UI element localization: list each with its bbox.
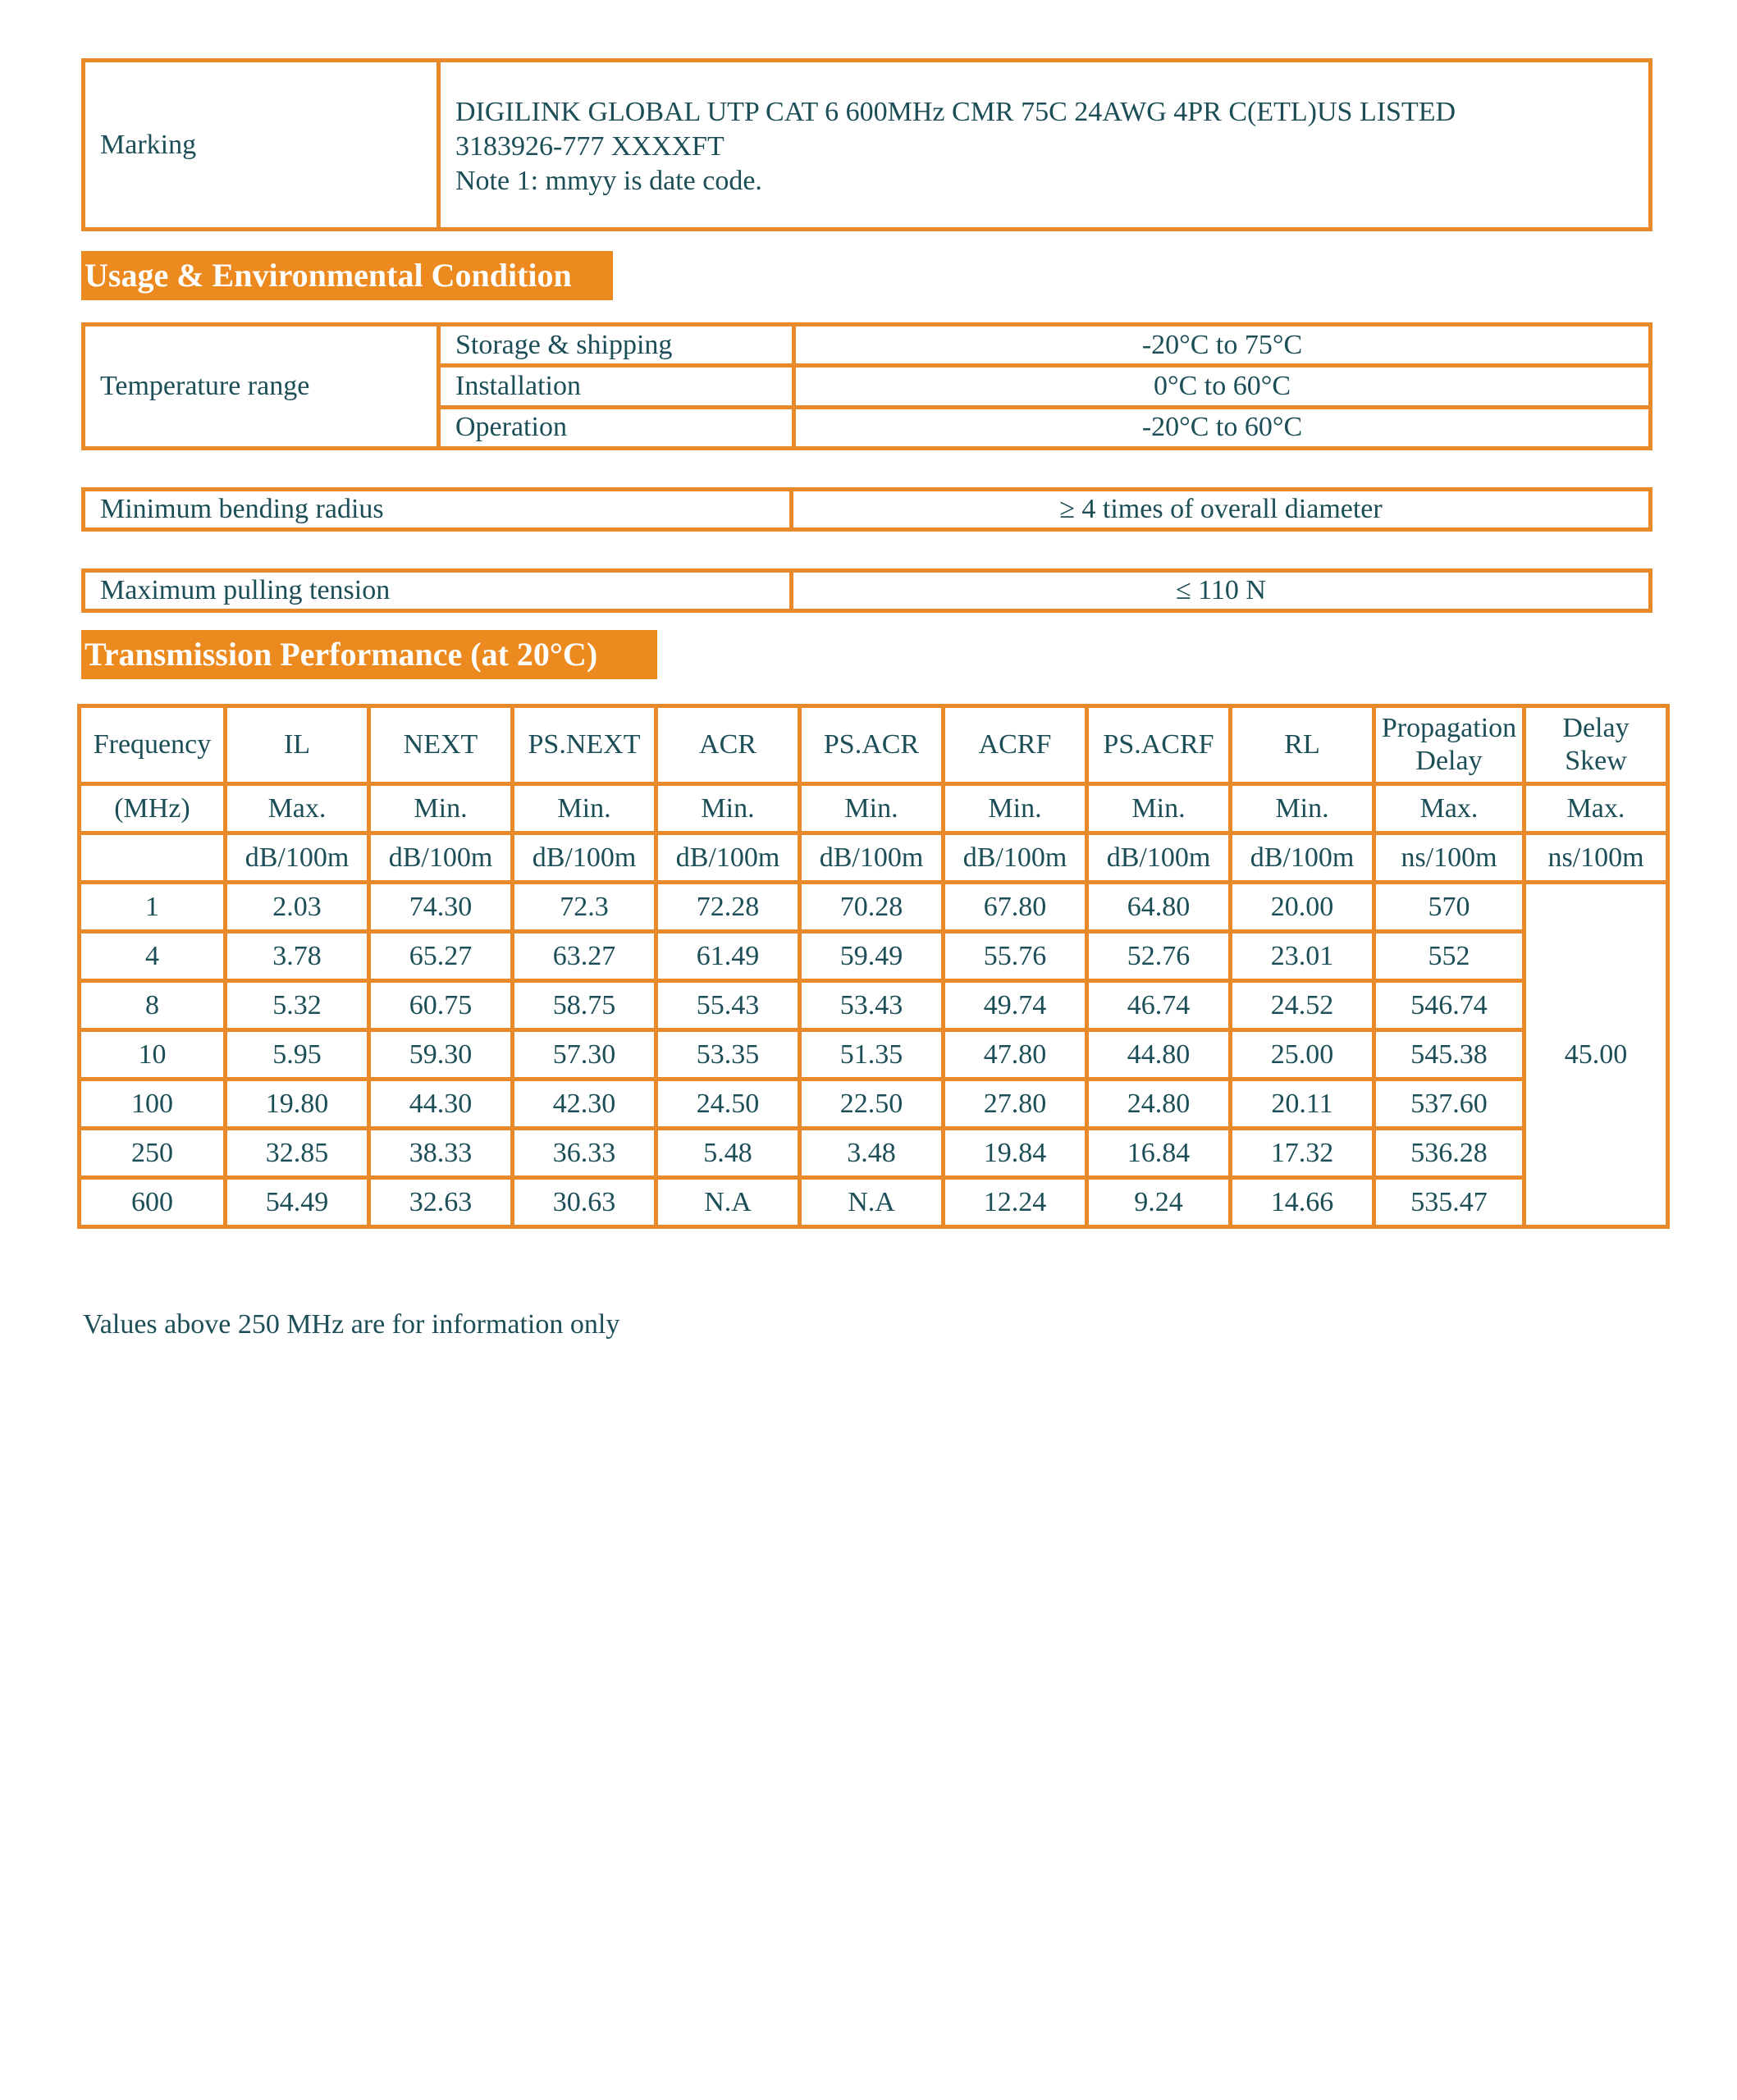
table-cell: 65.27 [369,932,513,981]
table-cell: 16.84 [1087,1129,1231,1178]
limit-cell: Min. [656,784,800,833]
marking-table [81,58,1652,231]
table-cell: 32.85 [226,1129,369,1178]
table-cell: 74.30 [369,883,513,932]
pulling-tension-table [81,568,1652,613]
table-cell: 47.80 [944,1030,1087,1080]
table-cell: 20.00 [1231,883,1374,932]
table-cell: 44.30 [369,1080,513,1129]
header-cell: Frequency [80,706,226,784]
table-cell: 2.03 [226,883,369,932]
header-cell: PS.NEXT [513,706,656,784]
marking-value [439,61,1651,230]
bending-radius-label: Minimum bending radius [84,490,792,530]
unit-cell: ns/100m [1374,833,1524,883]
bending-radius-table [81,487,1652,532]
table-cell: 537.60 [1374,1080,1524,1129]
table-cell: 24.50 [656,1080,800,1129]
table-cell: 54.49 [226,1178,369,1227]
marking-note: Note 1: mmyy is date code. [455,165,762,196]
table-cell: 52.76 [1087,932,1231,981]
unit-cell: dB/100m [226,833,369,883]
limit-cell: Max. [1524,784,1668,833]
temp-row-value: -20°C to 60°C [794,407,1651,448]
table-cell: 55.43 [656,981,800,1030]
table-cell: 30.63 [513,1178,656,1227]
header-row [80,706,1668,784]
unit-cell: dB/100m [1231,833,1374,883]
table-cell: 3.78 [226,932,369,981]
pulling-tension-label: Maximum pulling tension [84,571,792,611]
unit-cell: dB/100m [944,833,1087,883]
temp-row-name: Storage & shipping [439,325,794,366]
header-line: Skew [1565,746,1627,776]
limits-row [80,784,1668,833]
table-cell: 60.75 [369,981,513,1030]
table-cell: 32.63 [369,1178,513,1227]
table-cell: 545.38 [1374,1030,1524,1080]
unit-cell: ns/100m [1524,833,1668,883]
table-cell: 570 [1374,883,1524,932]
header-cell-propagation-delay [1374,706,1524,784]
units-row [80,833,1668,883]
pulling-tension-value: ≤ 110 N [792,571,1651,611]
table-cell: 5.95 [226,1030,369,1080]
header-cell: ACR [656,706,800,784]
marking-label: Marking [84,61,439,230]
transmission-section-title: Transmission Performance (at 20°C) [81,630,657,679]
temp-row-value: 0°C to 60°C [794,366,1651,407]
header-cell: RL [1231,706,1374,784]
frequency-cell: 600 [80,1178,226,1227]
temperature-table [81,322,1652,450]
table-cell: 51.35 [800,1030,944,1080]
header-line: Delay [1415,746,1483,776]
header-cell: PS.ACRF [1087,706,1231,784]
table-cell: 22.50 [800,1080,944,1129]
table-cell: 44.80 [1087,1030,1231,1080]
table-row [80,883,1668,932]
limit-cell: Min. [800,784,944,833]
marking-line-1: DIGILINK GLOBAL UTP CAT 6 600MHz CMR 75C 24AWG 4PR C(ETL)US LISTED [455,96,1456,127]
table-cell: 27.80 [944,1080,1087,1129]
temp-row-name: Installation [439,366,794,407]
transmission-table [77,704,1670,1229]
table-cell: 25.00 [1231,1030,1374,1080]
table-cell: 42.30 [513,1080,656,1129]
table-cell: 3.48 [800,1129,944,1178]
limit-cell: Min. [944,784,1087,833]
limit-cell: Min. [369,784,513,833]
table-cell: 57.30 [513,1030,656,1080]
frequency-cell: 250 [80,1129,226,1178]
unit-cell: dB/100m [513,833,656,883]
table-cell: 24.52 [1231,981,1374,1030]
header-cell: ACRF [944,706,1087,784]
table-cell: 72.3 [513,883,656,932]
header-line: Propagation [1381,713,1517,743]
table-cell: 38.33 [369,1129,513,1178]
table-cell: 535.47 [1374,1178,1524,1227]
temp-row-value: -20°C to 75°C [794,325,1651,366]
table-cell: 49.74 [944,981,1087,1030]
frequency-cell: 10 [80,1030,226,1080]
header-cell-delay-skew [1524,706,1668,784]
table-cell: 61.49 [656,932,800,981]
table-cell: 19.84 [944,1129,1087,1178]
table-cell: 53.43 [800,981,944,1030]
limit-cell: Min. [1231,784,1374,833]
table-cell: 70.28 [800,883,944,932]
usage-section-title: Usage & Environmental Condition [81,251,613,300]
table-row [80,1129,1668,1178]
table-row [80,1030,1668,1080]
table-cell: 55.76 [944,932,1087,981]
table-cell: 17.32 [1231,1129,1374,1178]
unit-cell: dB/100m [369,833,513,883]
table-cell: N.A [656,1178,800,1227]
marking-line-2: 3183926-777 XXXXFT [455,130,725,162]
frequency-cell: 4 [80,932,226,981]
limit-cell: Min. [513,784,656,833]
unit-cell: dB/100m [656,833,800,883]
table-row [80,1178,1668,1227]
delay-skew-value: 45.00 [1524,883,1668,1227]
frequency-cell: 1 [80,883,226,932]
table-cell: 24.80 [1087,1080,1231,1129]
unit-cell: dB/100m [1087,833,1231,883]
frequency-cell: 100 [80,1080,226,1129]
table-cell: 20.11 [1231,1080,1374,1129]
header-line: Delay [1562,713,1630,743]
table-cell: 12.24 [944,1178,1087,1227]
table-cell: 59.30 [369,1030,513,1080]
table-cell: 23.01 [1231,932,1374,981]
table-cell: 9.24 [1087,1178,1231,1227]
table-cell: 546.74 [1374,981,1524,1030]
table-cell: 53.35 [656,1030,800,1080]
header-cell: NEXT [369,706,513,784]
table-cell: 72.28 [656,883,800,932]
table-cell: 552 [1374,932,1524,981]
table-cell: 59.49 [800,932,944,981]
table-cell: 58.75 [513,981,656,1030]
table-cell: 19.80 [226,1080,369,1129]
footnote: Values above 250 MHz are for information only [83,1309,620,1340]
unit-cell: dB/100m [800,833,944,883]
table-cell: 67.80 [944,883,1087,932]
frequency-cell: 8 [80,981,226,1030]
table-row [80,981,1668,1030]
table-cell: 5.32 [226,981,369,1030]
table-cell: 36.33 [513,1129,656,1178]
limit-cell: Min. [1087,784,1231,833]
table-cell: 5.48 [656,1129,800,1178]
unit-cell [80,833,226,883]
limit-cell: (MHz) [80,784,226,833]
limit-cell: Max. [1374,784,1524,833]
table-row [80,932,1668,981]
limit-cell: Max. [226,784,369,833]
bending-radius-value: ≥ 4 times of overall diameter [792,490,1651,530]
header-cell: PS.ACR [800,706,944,784]
table-cell: 46.74 [1087,981,1231,1030]
table-cell: 14.66 [1231,1178,1374,1227]
temperature-range-label: Temperature range [84,325,439,449]
temp-row-name: Operation [439,407,794,448]
table-row [80,1080,1668,1129]
header-cell: IL [226,706,369,784]
table-cell: 64.80 [1087,883,1231,932]
table-cell: 63.27 [513,932,656,981]
table-cell: N.A [800,1178,944,1227]
table-cell: 536.28 [1374,1129,1524,1178]
